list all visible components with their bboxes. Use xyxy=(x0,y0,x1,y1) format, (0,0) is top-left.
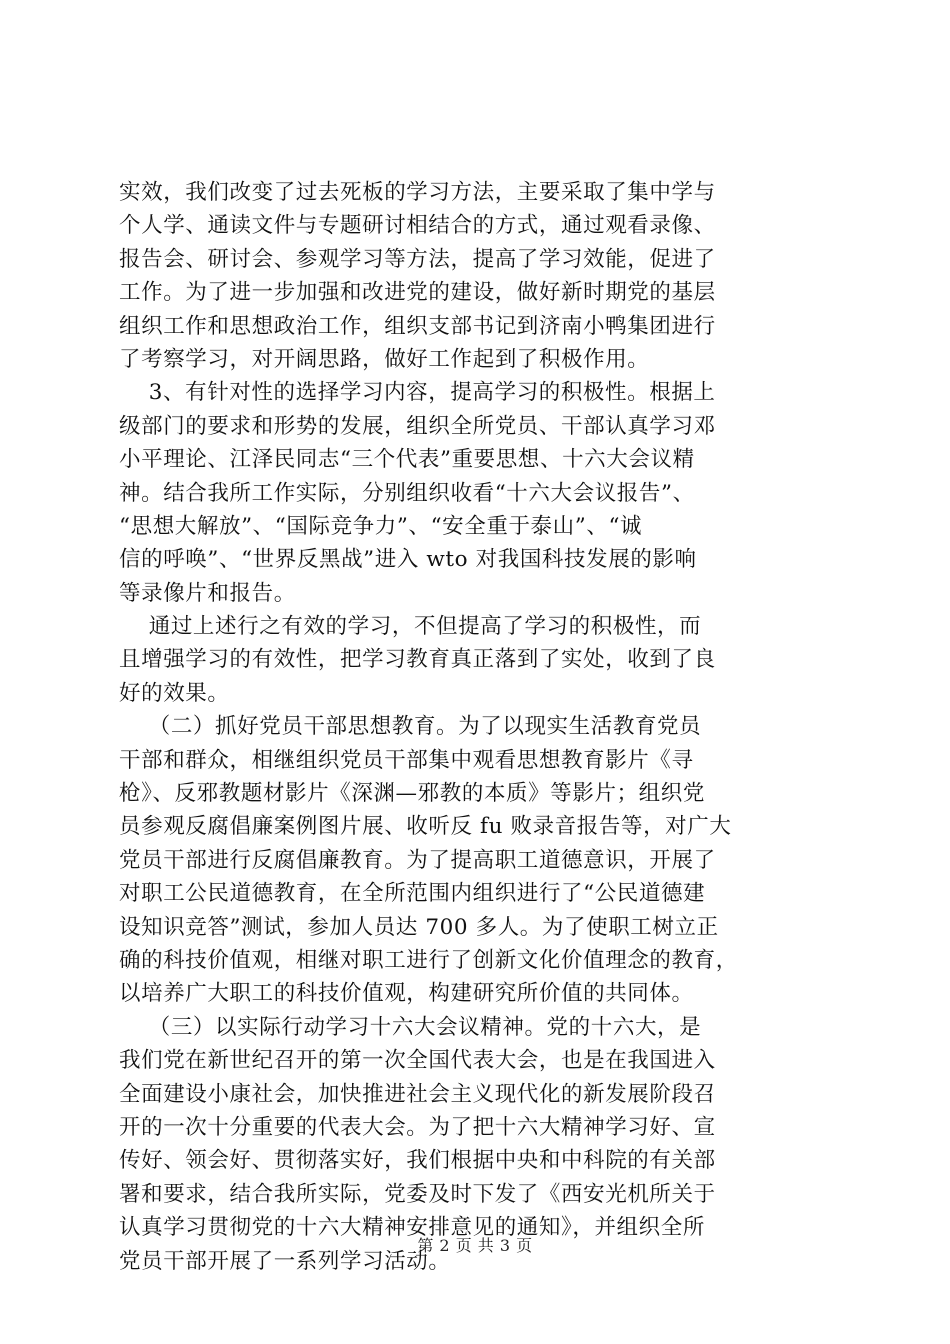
text-line: 署和要求，结合我所实际，党委及时下发了《西安光机所关于 xyxy=(119,1181,716,1207)
text-line: 工作。为了进一步加强和改进党的建设，做好新时期党的基层 xyxy=(119,280,716,306)
text-line: 以培养广大职工的科技价值观，构建研究所价值的共同体。 xyxy=(119,981,694,1007)
text-line: （二）抓好党员干部思想教育。为了以现实生活教育党员 xyxy=(119,714,702,740)
text-line: 小平理论、江泽民同志“三个代表”重要思想、十六大会议精 xyxy=(119,447,695,473)
text-line: 确的科技价值观，相继对职工进行了创新文化价值理念的教育， xyxy=(119,947,738,973)
text-line: 我们党在新世纪召开的第一次全国代表大会，也是在我国进入 xyxy=(119,1048,716,1074)
text-line: 设知识竞答”测试，参加人员达 700 多人。为了使职工树立正 xyxy=(119,914,719,940)
text-line: 且增强学习的有效性，把学习教育真正落到了实处，收到了良 xyxy=(119,647,716,673)
page-footer: 第 2 页 共 3 页 xyxy=(417,1236,533,1255)
text-line: 干部和群众，相继组织党员干部集中观看思想教育影片《寻 xyxy=(119,747,694,773)
text-line: 个人学、通读文件与专题研讨相结合的方式，通过观看录像、 xyxy=(119,213,716,239)
text-line: 开的一次十分重要的代表大会。为了把十六大精神学习好、宣 xyxy=(119,1114,716,1140)
text-line: 党员干部进行反腐倡廉教育。为了提高职工道德意识，开展了 xyxy=(119,847,716,873)
text-line: 了考察学习，对开阔思路，做好工作起到了积极作用。 xyxy=(119,346,650,372)
text-line: 传好、领会好、贯彻落实好，我们根据中央和中科院的有关部 xyxy=(119,1148,716,1174)
text-line: 枪》、反邪教题材影片《深渊—邪教的本质》等影片；组织党 xyxy=(119,781,705,807)
text-line: 等录像片和报告。 xyxy=(119,580,296,606)
text-line: 信的呼唤”、“世界反黑战”进入 wto 对我国科技发展的影响 xyxy=(119,547,697,573)
text-line: 好的效果。 xyxy=(119,680,230,706)
text-line: 组织工作和思想政治工作，组织支部书记到济南小鸭集团进行 xyxy=(119,313,716,339)
text-line: 员参观反腐倡廉案例图片展、收听反 fu 败录音报告等，对广大 xyxy=(119,814,732,840)
text-line: 实效，我们改变了过去死板的学习方法，主要采取了集中学与 xyxy=(119,180,716,205)
text-line: 报告会、研讨会、参观学习等方法，提高了学习效能，促进了 xyxy=(119,246,716,272)
text-line: 神。结合我所工作实际，分别组织收看“十六大会议报告”、 xyxy=(119,480,695,506)
text-line: 级部门的要求和形势的发展，组织全所党员、干部认真学习邓 xyxy=(119,413,716,439)
document-body xyxy=(119,176,831,1278)
text-line: （三）以实际行动学习十六大会议精神。党的十六大，是 xyxy=(119,1014,702,1040)
text-line: 全面建设小康社会，加快推进社会主义现代化的新发展阶段召 xyxy=(119,1081,716,1107)
text-line: “思想大解放”、“国际竞争力”、“安全重于泰山”、“诚 xyxy=(119,513,643,539)
text-line: 对职工公民道德教育，在全所范围内组织进行了“公民道德建 xyxy=(119,881,706,907)
text-line: 认真学习贯彻党的十六大精神安排意见的通知》，并组织全所 xyxy=(119,1215,705,1241)
text-line: 通过上述行之有效的学习，不但提高了学习的积极性，而 xyxy=(119,614,702,640)
text-line: 党员干部开展了一系列学习活动。 xyxy=(119,1248,451,1274)
text-line: 3、有针对性的选择学习内容，提高学习的积极性。根据上 xyxy=(119,380,716,406)
